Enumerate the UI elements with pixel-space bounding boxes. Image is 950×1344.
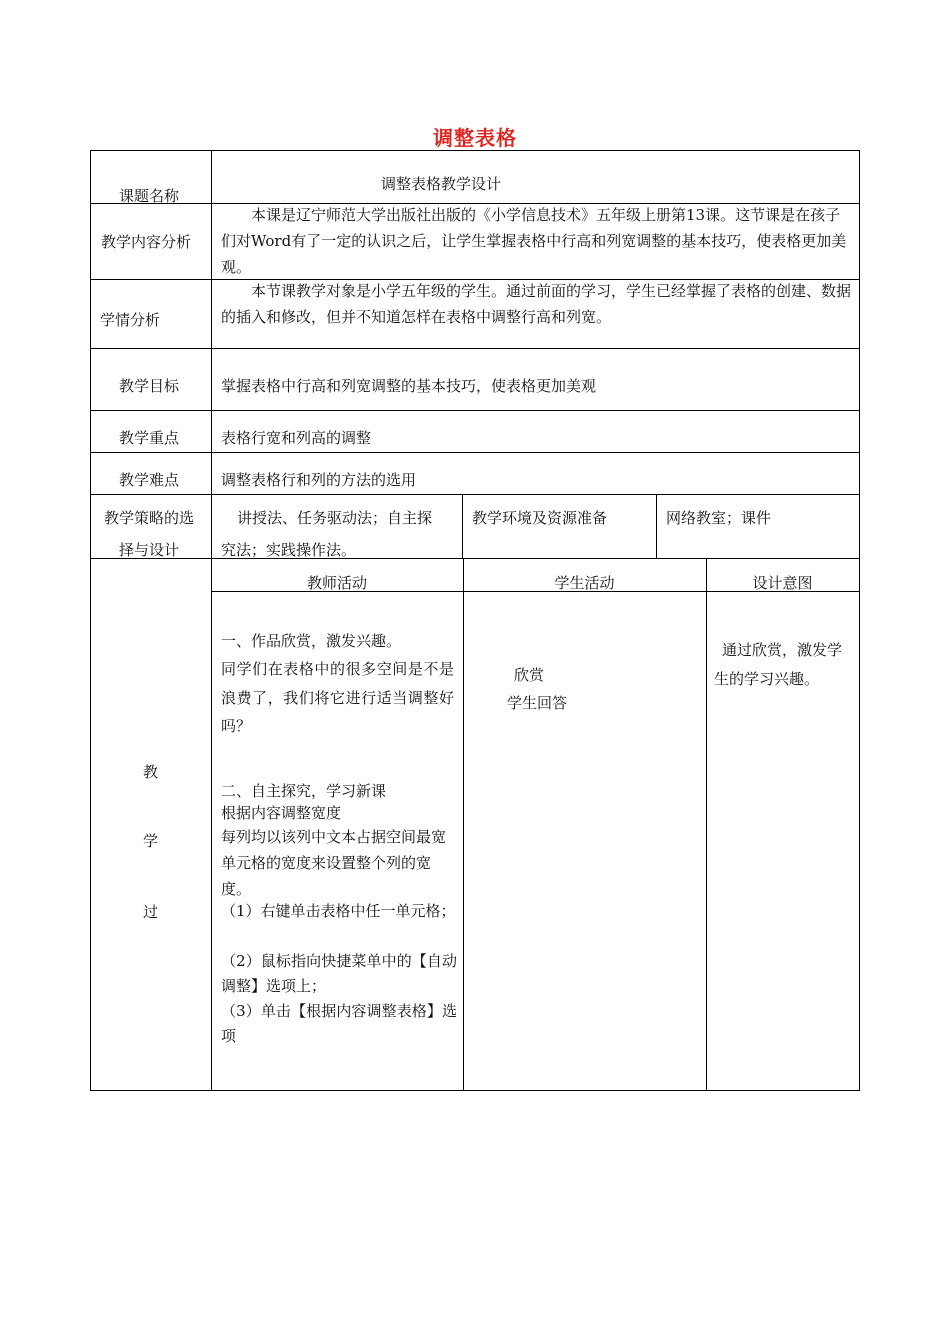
student-analysis-label: 学情分析	[100, 311, 161, 329]
process-label-char: 过	[143, 903, 159, 921]
content-analysis-label: 教学内容分析	[101, 233, 192, 251]
goal-label: 教学目标	[119, 377, 180, 395]
teacher-step2-text: 每列均以该列中文本占据空间最宽单元格的宽度来设置整个列的宽度。	[221, 828, 447, 898]
label-column-divider	[211, 150, 212, 1091]
topic-value: 调整表格教学设计	[380, 175, 501, 193]
table-border-top	[90, 150, 860, 151]
difficulty-label: 教学难点	[119, 471, 180, 489]
process-label-char: 教	[143, 763, 159, 781]
teacher-step2-title: 二、自主探究，学习新课	[221, 782, 387, 800]
process-label-char: 学	[143, 832, 159, 850]
goal-value: 掌握表格中行高和列宽调整的基本技巧，使表格更加美观	[221, 377, 597, 395]
row-divider	[90, 410, 860, 411]
strategy-value-line1: 讲授法、任务驱动法；自主探	[237, 509, 433, 527]
design-intent-text: 通过欣赏，激发学生的学习兴趣。	[714, 641, 843, 688]
student-activity-header: 学生活动	[554, 574, 615, 592]
row-divider	[90, 348, 860, 349]
table-border-right	[859, 150, 860, 1091]
row-divider	[90, 558, 860, 559]
strategy-column-divider	[462, 494, 463, 558]
teacher-step1-title: 一、作品欣赏，激发兴趣。	[221, 632, 402, 650]
content-analysis-text: 本课是辽宁师范大学出版社出版的《小学信息技术》五年级上册第13课。这节课是在孩子们对Word有了一定的认识之后，让学生掌握表格中行高和列宽调整的基本技巧，使表格更加美观。	[221, 206, 847, 276]
table-border-left	[90, 150, 91, 1091]
key-point-value: 表格行宽和列高的调整	[221, 429, 372, 447]
strategy-column-divider	[656, 494, 657, 558]
design-intent-header: 设计意图	[752, 574, 813, 592]
teacher-activity-header: 教师活动	[306, 574, 367, 592]
process-column-divider	[706, 558, 707, 1090]
student-activity-line2: 学生回答	[507, 694, 568, 712]
teacher-step2-subtitle: 根据内容调整宽度	[221, 804, 342, 822]
teacher-step1-text: 同学们在表格中的很多空间是不是浪费了，我们将它进行适当调整好吗？	[221, 660, 454, 735]
document-title: 调整表格	[433, 126, 517, 150]
row-divider	[90, 494, 860, 495]
environment-value: 网络教室；课件	[666, 509, 772, 527]
difficulty-value: 调整表格行和列的方法的选用	[221, 471, 417, 489]
table-border-bottom	[90, 1090, 860, 1091]
key-point-label: 教学重点	[119, 429, 180, 447]
teacher-operation-2: （2）鼠标指向快捷菜单中的【自动调整】选项上；	[221, 952, 457, 995]
student-analysis-text: 本节课教学对象是小学五年级的学生。通过前面的学习，学生已经掌握了表格的创建、数据的插入和修改，但并不知道怎样在表格中调整行高和列宽。	[221, 282, 852, 326]
topic-label: 课题名称	[119, 187, 180, 205]
strategy-value-line2: 究法；实践操作法。	[221, 541, 357, 559]
student-activity-line1: 欣赏	[514, 666, 545, 684]
environment-label: 教学环境及资源准备	[472, 509, 608, 527]
row-divider	[90, 452, 860, 453]
strategy-label-line1: 教学策略的选	[104, 509, 195, 527]
strategy-label-line2: 择与设计	[119, 541, 180, 559]
teacher-operation-3: （3）单击【根据内容调整表格】选项	[221, 1002, 457, 1045]
process-column-divider	[463, 558, 464, 1090]
teacher-operation-1: （1）右键单击表格中任一单元格；	[221, 902, 456, 920]
